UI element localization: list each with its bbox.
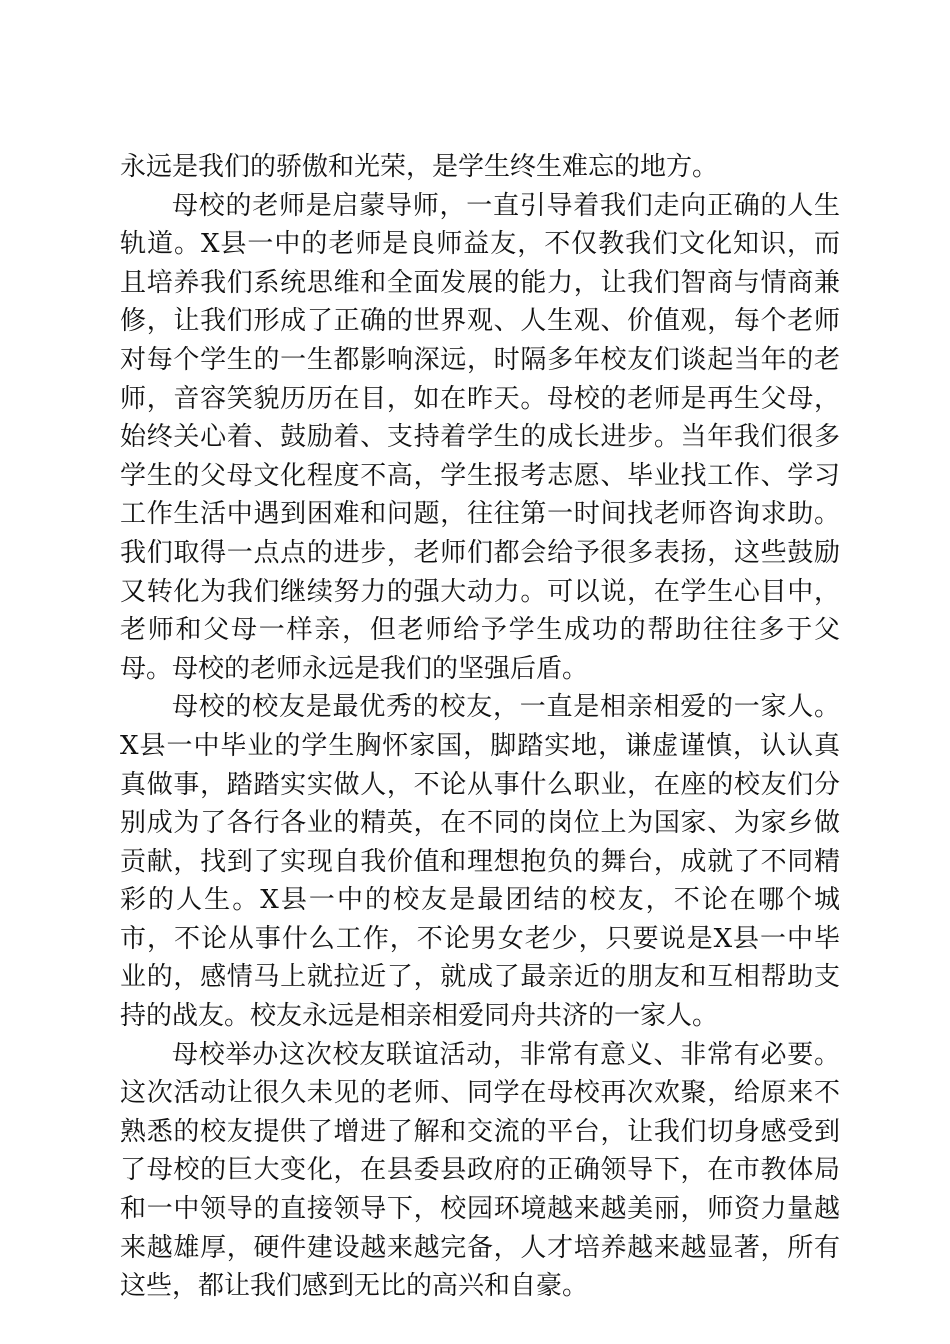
paragraph-1: 永远是我们的骄傲和光荣，是学生终生难忘的地方。: [120, 152, 719, 182]
paragraph-4: 母校举办这次校友联谊活动，非常有意义、非常有必要。这次活动让很久未见的老师、同学在母校再次欢聚，给原来不熟悉的校友提供了增进了解和交流的平台，让我们切身感受到了母校的巨大变化，在县委县政府的正确领导下，在市教体局和一中领导的直接领导下，校园环境越来越美丽，师资力量越来越雄厚，硬件建设越来越完备，人才培养越来越显著，所有这些，都让我们感到无比的高兴和自豪。: [120, 1039, 840, 1302]
body-text: [120, 148, 840, 1306]
paragraph-2: 母校的老师是启蒙导师，一直引导着我们走向正确的人生轨道。X县一中的老师是良师益友，不仅教我们文化知识，而且培养我们系统思维和全面发展的能力，让我们智商与情商兼修，让我们形成了正确的世界观、人生观、价值观，每个老师对每个学生的一生都影响深远，时隔多年校友们谈起当年的老师，音容笑貌历历在目，如在昨天。母校的老师是再生父母，始终关心着、鼓励着、支持着学生的成长进步。当年我们很多学生的父母文化程度不高，学生报考志愿、毕业找工作、学习工作生活中遇到困难和问题，往往第一时间找老师咨询求助。我们取得一点点的进步，老师们都会给予很多表扬，这些鼓励又转化为我们继续努力的强大动力。可以说，在学生心目中，老师和父母一样亲，但老师给予学生成功的帮助往往多于父母。母校的老师永远是我们的坚强后盾。: [120, 190, 840, 684]
paragraph-3: 母校的校友是最优秀的校友，一直是相亲相爱的一家人。X县一中毕业的学生胸怀家国，脚踏实地，谦虚谨慎，认认真真做事，踏踏实实做人，不论从事什么职业，在座的校友们分别成为了各行各业的精英，在不同的岗位上为国家、为家乡做贡献，找到了实现自我价值和理想抱负的舞台，成就了不同精彩的人生。X县一中的校友是最团结的校友，不论在哪个城市，不论从事什么工作，不论男女老少，只要说是X县一中毕业的，感情马上就拉近了，就成了最亲近的朋友和互相帮助支持的战友。校友永远是相亲相爱同舟共济的一家人。: [120, 692, 840, 1032]
